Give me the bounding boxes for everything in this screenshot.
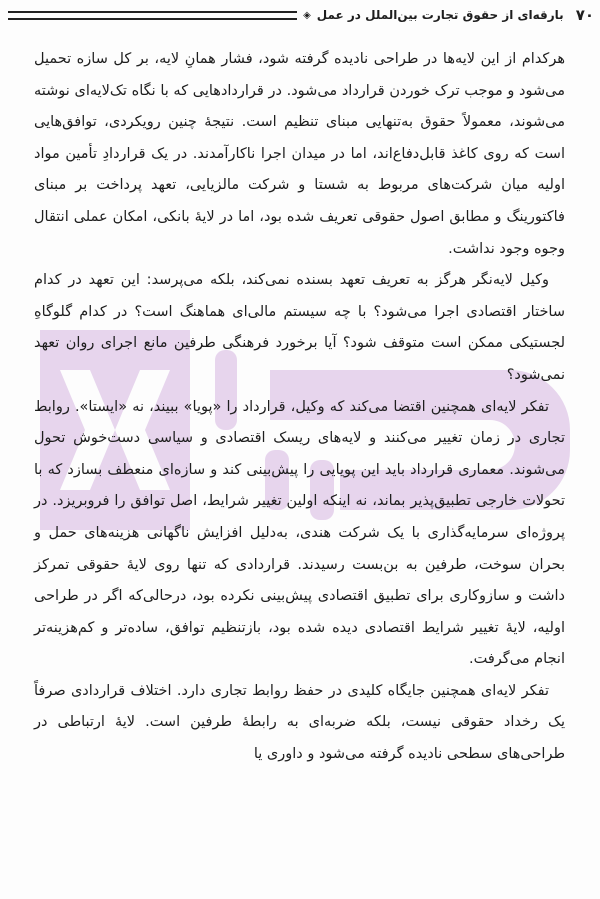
diamond-ornament-icon: ◈ (303, 9, 311, 21)
running-header (8, 4, 594, 26)
header-double-rule (8, 11, 297, 20)
body-text (34, 44, 565, 771)
paragraph: تفکر لایه‌ای همچنین جایگاه کلیدی در حفظ روابط تجاری دارد. اختلاف قراردادی صرفاً یک رخداد حقوقی نیست، بلکه ضربه‌ای به رابطهٔ طرفین است. لایهٔ ارتباطی در طراحی‌های سطحی نادیده گرفته می‌شود و داوری یا (34, 682, 565, 763)
running-title: بارقه‌ای از حقوق تجارت بین‌الملل در عمل (316, 8, 564, 22)
paragraph: تفکر لایه‌ای همچنین اقتضا می‌کند که وکیل، قرارداد را «پویا» ببیند، نه «ایستا». روابط تجاری در زمان تغییر می‌کنند و لایه‌های ریسک اقتصادی و سیاسی دست‌خوش تحول می‌شوند. معماری قرارداد باید این پویایی را پیش‌بینی کند و سازه‌ای منعطف بسازد که با تحولات خارجی تطبیق‌پذیر بماند، نه اینکه اولین تغییر شرایط، اصل توافق را فروبریزد. در پروژه‌ای سرمایه‌گذاری با یک شرکت هندی، به‌دلیل افزایش ناگهانی هزینه‌های حمل و بحران سوخت، طرفین به بن‌بست رسیدند. قراردادی که تنها روی لایهٔ حقوقی تمرکز داشت و سازوکاری برای تطبیق اقتصادی پیش‌بینی نکرده بود، درحالی‌که اگر در طراحی اولیه، لایهٔ تغییر شرایط اقتصادی دیده شده بود، بازتنظیم توافق، ساده‌تر و کم‌هزینه‌تر انجام می‌گرفت. (34, 398, 565, 668)
paragraph: هرکدام از این لایه‌ها در طراحی نادیده گرفته شود، فشار همانِ لایه، بر کل سازه تحمیل می‌شود و موجب ترک خوردن قرارداد می‌شود. در قراردادهایی که با نگاه تک‌لایه‌ای نوشته می‌شوند، معمولاً حقوق به‌تنهایی مبنای تنظیم است. نتیجهٔ چنین رویکردی، توافق‌هایی است که روی کاغذ قابل‌دفاع‌اند، اما در میدان اجرا ناکارآمدند. در یک قراردادِ تأمین مواد اولیه میان شرکت‌های مربوط به شستا و شرکت مالزیایی، تعهد پرداخت بر مبنای فاکتورینگ و مطابق اصول حقوقی تعریف شده بود، اما در لایهٔ بانکی، امکان عملی انتقال وجوه وجود نداشت. (34, 51, 565, 257)
paragraph: وکیل لایه‌نگر هرگز به تعریف تعهد بسنده نمی‌کند، بلکه می‌پرسد: این تعهد در کدام ساختار اقتصادی اجرا می‌شود؟ با چه سیستم مالی‌ای هماهنگ است؟ در کدام گلوگاهِ لجستیکی ممکن است متوقف شود؟ آیا برخورد فرهنگی طرفین مانع اجرای روان تعهد نمی‌شود؟ (34, 272, 565, 383)
page-number: ۷۰ (575, 6, 594, 24)
